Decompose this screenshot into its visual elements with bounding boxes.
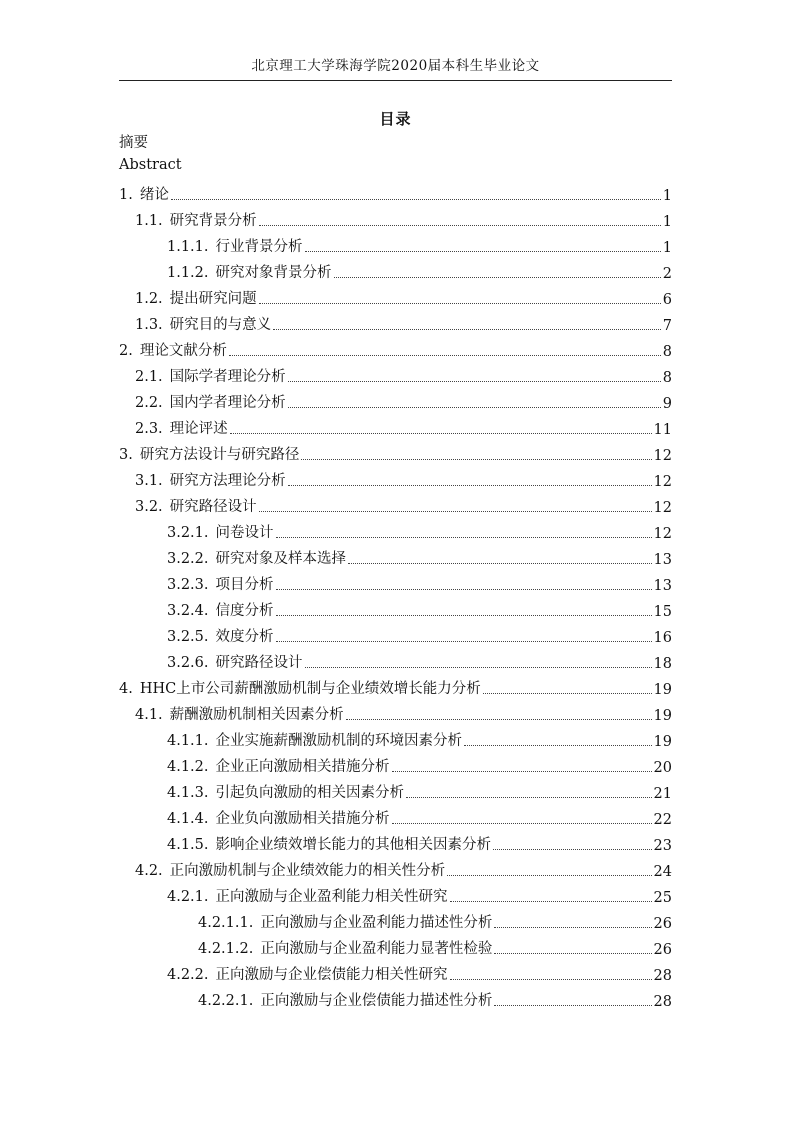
toc-entry[interactable]: [119, 698, 672, 724]
toc-entry-title: 国际学者理论分析: [169, 369, 286, 385]
toc-entry-label: [135, 209, 257, 230]
toc-entry-title: 效度分析: [215, 629, 274, 645]
toc-entry-label: [198, 911, 492, 932]
toc-entry-title: 引起负向激励的相关因素分析: [215, 785, 405, 801]
toc-entry-title: 项目分析: [215, 577, 274, 593]
toc-entry-title: 绪论: [139, 187, 169, 203]
toc-leader-dots: [171, 199, 661, 200]
toc-entry-number: 1.1.: [135, 213, 163, 229]
toc-leader-dots: [259, 511, 652, 512]
toc-entry[interactable]: [119, 568, 672, 594]
toc-page-number: 26: [653, 942, 672, 958]
toc-page-number: 20: [653, 760, 672, 776]
toc-page-number: 12: [653, 500, 672, 516]
toc-entry-label: [167, 729, 462, 750]
toc-leader-dots: [494, 953, 651, 954]
toc-leader-dots: [305, 251, 661, 252]
toc-entry-label: [167, 755, 390, 776]
toc-entry[interactable]: [119, 230, 672, 256]
toc-entry-number: 4.1.3.: [167, 785, 209, 801]
toc-entry-title: 正向激励与企业偿债能力相关性研究: [215, 967, 448, 983]
toc-entry-title: 行业背景分析: [215, 239, 303, 255]
toc-entry-title: HHC上市公司薪酬激励机制与企业绩效增长能力分析: [139, 681, 481, 697]
toc-entry-label: [167, 547, 346, 568]
toc-entry[interactable]: [119, 932, 672, 958]
toc-entry[interactable]: [119, 438, 672, 464]
toc-entry[interactable]: [119, 256, 672, 282]
toc-abstract-cn[interactable]: 摘要: [119, 135, 148, 151]
toc-entry[interactable]: [119, 360, 672, 386]
toc-title: 目录: [379, 110, 412, 128]
toc-entry-title: 研究对象及样本选择: [215, 551, 347, 567]
toc-entry-label: [167, 521, 274, 542]
toc-page-number: 22: [653, 812, 672, 828]
toc-page-number: 26: [653, 916, 672, 932]
toc-entry-number: 2.3.: [135, 421, 163, 437]
page-header: 北京理工大学珠海学院2020届本科生毕业论文: [251, 58, 540, 74]
toc-page-number: 28: [653, 994, 672, 1010]
toc-leader-dots: [276, 589, 652, 590]
toc-entry-label: [198, 937, 492, 958]
toc-leader-dots: [259, 225, 661, 226]
toc-entry[interactable]: [119, 204, 672, 230]
toc-entry-number: 4.2.: [135, 863, 163, 879]
toc-entry-title: 研究背景分析: [169, 213, 257, 229]
toc-entry-title: 正向激励与企业盈利能力相关性研究: [215, 889, 448, 905]
toc-entry[interactable]: [119, 672, 672, 698]
toc-entry-number: 3.2.5.: [167, 629, 209, 645]
toc-entry-label: [135, 495, 257, 516]
toc-entry[interactable]: [119, 724, 672, 750]
toc-entry-number: 4.1.1.: [167, 733, 209, 749]
toc-page-number: 28: [653, 968, 672, 984]
toc-page-number: 1: [662, 240, 672, 256]
toc-leader-dots: [450, 979, 652, 980]
toc-entry-label: [167, 651, 303, 672]
toc-entry-label: [167, 885, 448, 906]
toc-entry-title: 正向激励与企业盈利能力显著性检验: [260, 941, 493, 957]
toc-leader-dots: [494, 927, 651, 928]
toc-entry-number: 3.2.6.: [167, 655, 209, 671]
toc-entry-number: 2.2.: [135, 395, 163, 411]
toc-entry[interactable]: [119, 984, 672, 1010]
toc-entry-title: 薪酬激励机制相关因素分析: [169, 707, 344, 723]
toc-entry[interactable]: [119, 906, 672, 932]
toc-entry-number: 4.2.1.: [167, 889, 209, 905]
toc-page-number: 13: [653, 552, 672, 568]
toc-page-number: 18: [653, 656, 672, 672]
toc-entry-number: 3.: [119, 447, 133, 463]
toc-leader-dots: [305, 667, 652, 668]
toc-entry-label: [167, 573, 274, 594]
toc-entry-title: 研究路径设计: [169, 499, 257, 515]
toc-entry-title: 理论评述: [169, 421, 228, 437]
toc-entry-title: 提出研究问题: [169, 291, 257, 307]
toc-page-number: 15: [653, 604, 672, 620]
toc-leader-dots: [348, 563, 652, 564]
toc-leader-dots: [230, 433, 652, 434]
toc-page-number: 23: [653, 838, 672, 854]
toc-page-number: 16: [653, 630, 672, 646]
toc-entry-number: 1.2.: [135, 291, 163, 307]
toc-abstract-en[interactable]: Abstract: [119, 157, 182, 173]
toc-page-number: 7: [662, 318, 672, 334]
toc-leader-dots: [259, 303, 661, 304]
toc-page-number: 12: [653, 526, 672, 542]
toc-entry-label: [119, 339, 227, 360]
toc-entry-label: [135, 391, 286, 412]
toc-entry-label: [119, 677, 481, 698]
toc-leader-dots: [392, 771, 652, 772]
toc-entry[interactable]: [119, 334, 672, 360]
toc-entry-number: 4.2.2.1.: [198, 993, 254, 1009]
toc-entry-number: 3.2.3.: [167, 577, 209, 593]
toc-page-number: 2: [662, 266, 672, 282]
toc-page-number: 12: [653, 474, 672, 490]
toc-entry-number: 4.2.1.2.: [198, 941, 254, 957]
toc-entry-number: 1.: [119, 187, 133, 203]
toc-entry-number: 4.: [119, 681, 133, 697]
toc-entry-title: 研究对象背景分析: [215, 265, 332, 281]
toc-entry[interactable]: [119, 828, 672, 854]
toc-leader-dots: [273, 329, 661, 330]
toc-entry-number: 4.1.2.: [167, 759, 209, 775]
toc-entry-title: 理论文献分析: [139, 343, 227, 359]
toc-entry-label: [135, 313, 271, 334]
toc-leader-dots: [406, 797, 652, 798]
toc-page-number: 19: [653, 682, 672, 698]
toc-leader-dots: [493, 849, 652, 850]
toc-leader-dots: [483, 693, 652, 694]
toc-entry-label: [167, 235, 303, 256]
toc-entry[interactable]: [119, 620, 672, 646]
toc-entry[interactable]: [119, 958, 672, 984]
toc-entry[interactable]: [119, 802, 672, 828]
toc-entry-label: [198, 989, 492, 1010]
toc-entry[interactable]: [119, 542, 672, 568]
toc-entry[interactable]: [119, 178, 672, 204]
toc-leader-dots: [334, 277, 661, 278]
toc-leader-dots: [301, 459, 651, 460]
toc-entry-title: 企业实施薪酬激励机制的环境因素分析: [215, 733, 463, 749]
toc-page-number: 11: [653, 422, 672, 438]
toc-entry[interactable]: [119, 880, 672, 906]
toc-leader-dots: [288, 381, 661, 382]
toc-entry-title: 影响企业绩效增长能力的其他相关因素分析: [215, 837, 492, 853]
toc-page-number: 21: [653, 786, 672, 802]
toc-page-number: 1: [662, 214, 672, 230]
toc-page-number: 19: [653, 708, 672, 724]
toc-entry-label: [167, 261, 332, 282]
toc-entry-label: [167, 781, 404, 802]
toc-leader-dots: [450, 901, 652, 902]
toc-entry-number: 2.: [119, 343, 133, 359]
toc-entry-label: [119, 183, 169, 204]
toc-page-number: 13: [653, 578, 672, 594]
toc-entry-title: 问卷设计: [215, 525, 274, 541]
toc-entry[interactable]: [119, 386, 672, 412]
toc-entry-label: [167, 599, 274, 620]
toc-page-number: 9: [662, 396, 672, 412]
toc-leader-dots: [276, 615, 652, 616]
toc-entry-title: 企业负向激励相关措施分析: [215, 811, 390, 827]
toc-entry-number: 1.1.2.: [167, 265, 209, 281]
toc-entry-title: 信度分析: [215, 603, 274, 619]
toc-entry-label: [119, 443, 299, 464]
header-rule: [119, 80, 672, 81]
toc-entry[interactable]: [119, 594, 672, 620]
toc-entry-title: 国内学者理论分析: [169, 395, 286, 411]
toc-entry-number: 1.3.: [135, 317, 163, 333]
toc-page-number: 25: [653, 890, 672, 906]
toc-leader-dots: [276, 641, 652, 642]
toc-entry-title: 研究目的与意义: [169, 317, 272, 333]
toc-entry-label: [135, 365, 286, 386]
toc-entry-label: [167, 625, 274, 646]
toc-entry-number: 3.2.: [135, 499, 163, 515]
toc-page-number: 6: [662, 292, 672, 308]
toc-leader-dots: [288, 485, 652, 486]
toc-leader-dots: [464, 745, 652, 746]
toc-entry-number: 3.2.1.: [167, 525, 209, 541]
table-of-contents: [119, 178, 672, 1010]
toc-entry-number: 4.1.4.: [167, 811, 209, 827]
toc-leader-dots: [346, 719, 652, 720]
toc-entry[interactable]: [119, 646, 672, 672]
toc-entry-title: 正向激励与企业偿债能力描述性分析: [260, 993, 493, 1009]
toc-entry-number: 3.2.2.: [167, 551, 209, 567]
toc-entry-title: 研究方法理论分析: [169, 473, 286, 489]
toc-entry-number: 1.1.1.: [167, 239, 209, 255]
toc-entry-number: 4.2.2.: [167, 967, 209, 983]
toc-entry[interactable]: [119, 516, 672, 542]
toc-entry-number: 4.1.5.: [167, 837, 209, 853]
toc-leader-dots: [288, 407, 661, 408]
toc-leader-dots: [447, 875, 651, 876]
toc-entry-label: [135, 859, 445, 880]
toc-entry[interactable]: [119, 750, 672, 776]
toc-entry[interactable]: [119, 282, 672, 308]
toc-entry-number: 2.1.: [135, 369, 163, 385]
toc-entry-label: [167, 807, 390, 828]
toc-entry[interactable]: [119, 854, 672, 880]
toc-entry-title: 正向激励与企业盈利能力描述性分析: [260, 915, 493, 931]
toc-entry-number: 3.2.4.: [167, 603, 209, 619]
toc-page-number: 19: [653, 734, 672, 750]
toc-leader-dots: [229, 355, 661, 356]
toc-entry-label: [135, 287, 257, 308]
toc-leader-dots: [276, 537, 652, 538]
toc-leader-dots: [392, 823, 652, 824]
toc-entry-label: [167, 963, 448, 984]
toc-entry[interactable]: [119, 464, 672, 490]
toc-entry-title: 企业正向激励相关措施分析: [215, 759, 390, 775]
toc-entry-title: 正向激励机制与企业绩效能力的相关性分析: [169, 863, 446, 879]
toc-page-number: 12: [653, 448, 672, 464]
toc-entry[interactable]: [119, 308, 672, 334]
toc-entry[interactable]: [119, 490, 672, 516]
toc-entry-number: 4.1.: [135, 707, 163, 723]
toc-page-number: 8: [662, 344, 672, 360]
toc-page-number: 1: [662, 188, 672, 204]
toc-entry[interactable]: [119, 412, 672, 438]
toc-entry-label: [167, 833, 491, 854]
toc-entry-number: 3.1.: [135, 473, 163, 489]
toc-entry-label: [135, 469, 286, 490]
toc-entry-title: 研究方法设计与研究路径: [139, 447, 300, 463]
toc-entry[interactable]: [119, 776, 672, 802]
toc-leader-dots: [494, 1005, 651, 1006]
toc-entry-label: [135, 703, 344, 724]
toc-page-number: 24: [653, 864, 672, 880]
toc-entry-title: 研究路径设计: [215, 655, 303, 671]
toc-entry-number: 4.2.1.1.: [198, 915, 254, 931]
toc-entry-label: [135, 417, 228, 438]
toc-page-number: 8: [662, 370, 672, 386]
